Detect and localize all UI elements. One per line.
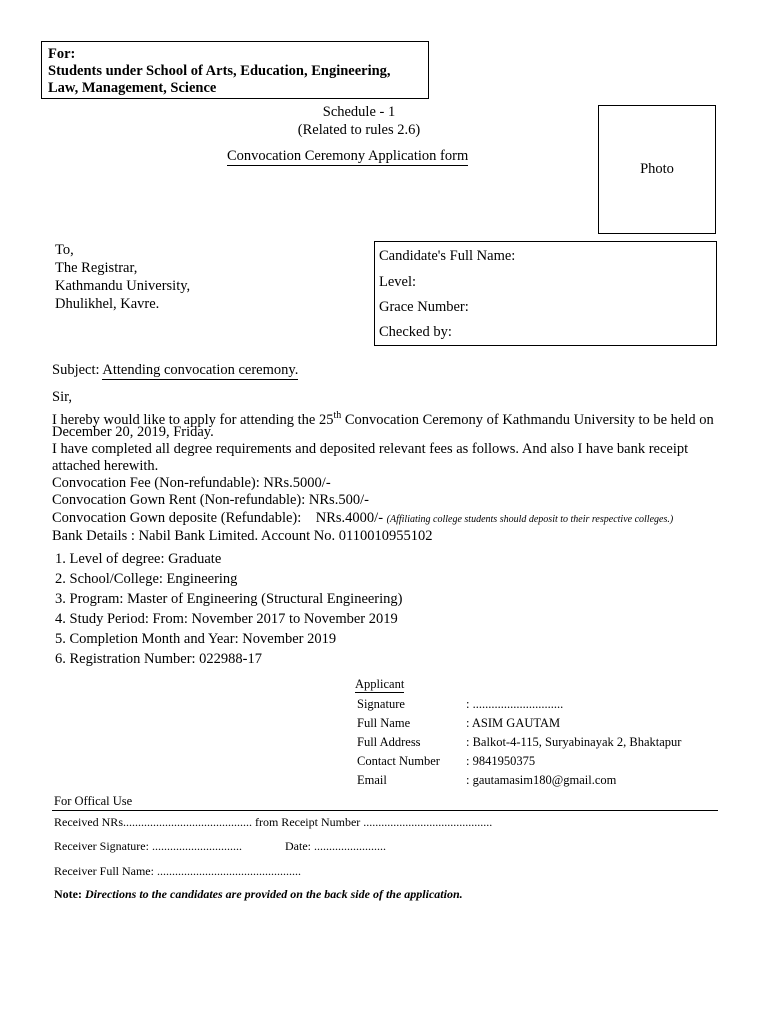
receiver-signature: Receiver Signature: ..............................	[54, 839, 242, 853]
candidate-info-box	[374, 241, 717, 346]
applicant-value: : 9841950375	[466, 754, 536, 768]
note-label: Note:	[54, 887, 82, 901]
applicant-row	[357, 771, 681, 790]
note-text: Directions to the candidates are provided on the back side of the application.	[81, 887, 463, 901]
applicant-row	[357, 714, 681, 733]
applicant-label: Full Address	[357, 735, 421, 749]
address-registrar: The Registrar,	[55, 260, 138, 276]
address-to: To,	[55, 242, 74, 258]
applicant-label: Signature	[357, 697, 405, 711]
detail-item: 6. Registration Number: 022988-17	[55, 651, 263, 667]
body-line-3: I have completed all degree requirements and deposited relevant fees as follows. And also I have bank receipt	[52, 441, 689, 457]
schedule-related: (Related to rules 2.6)	[297, 122, 421, 138]
detail-item: 1. Level of degree: Graduate	[55, 551, 222, 567]
receiver-full-name: Receiver Full Name: ................................................	[54, 864, 301, 878]
detail-item: 5. Completion Month and Year: November 2019	[55, 631, 337, 647]
address-university: Kathmandu University,	[55, 278, 191, 294]
applicant-label: Contact Number	[357, 754, 440, 768]
applicant-heading: Applicant	[355, 677, 405, 691]
candidate-level-label: Level:	[379, 274, 417, 290]
fee-line-1: Convocation Fee (Non-refundable): NRs.5000/-	[52, 475, 331, 491]
applicant-row	[357, 752, 681, 771]
audience-line-2: Law, Management, Science	[48, 80, 217, 96]
applicant-row	[357, 733, 681, 752]
subject-label: Subject:	[52, 362, 100, 378]
audience-box	[41, 41, 429, 99]
ordinal-sup: th	[333, 410, 342, 421]
applicant-row	[357, 695, 681, 714]
fee-line-3-text: Convocation Gown deposite (Refundable): NRs.4000/-	[52, 510, 387, 526]
received-line: Received NRs........................................... from Receipt Number ...........................................	[54, 815, 493, 829]
note-line	[54, 887, 463, 902]
candidate-full-name-label: Candidate's Full Name:	[379, 248, 516, 264]
body-line-4: attached herewith.	[52, 458, 159, 474]
body-line-2: December 20, 2019, Friday.	[52, 424, 214, 440]
form-title: Convocation Ceremony Application form	[227, 148, 469, 164]
office-use-heading: For Offical Use	[54, 794, 133, 808]
photo-label: Photo	[640, 161, 674, 177]
fee-line-2: Convocation Gown Rent (Non-refundable): NRs.500/-	[52, 492, 369, 508]
candidate-grace-label: Grace Number:	[379, 299, 469, 315]
detail-item: 3. Program: Master of Engineering (Structural Engineering)	[55, 591, 403, 607]
subject-line	[52, 362, 298, 379]
applicant-value: : ASIM GAUTAM	[466, 716, 561, 730]
detail-item: 4. Study Period: From: November 2017 to November 2019	[55, 611, 398, 627]
body-line-1-pre: I hereby would like to apply for attending the 25	[52, 411, 334, 428]
applicant-value: : gautamasim180@gmail.com	[466, 773, 617, 787]
fee-note: (Affiliating college students should deposit to their respective colleges.)	[386, 514, 674, 525]
body-line-1-post: Convocation Ceremony of Kathmandu University to be held on	[341, 411, 714, 428]
bank-details: Bank Details : Nabil Bank Limited. Account No. 0110010955102	[52, 528, 433, 544]
salutation: Sir,	[52, 389, 72, 405]
applicant-label: Full Name	[357, 716, 411, 730]
address-location: Dhulikhel, Kavre.	[55, 296, 160, 312]
applicant-label: Email	[357, 773, 387, 787]
for-label: For:	[48, 46, 76, 62]
applicant-value: : Balkot-4-115, Suryabinayak 2, Bhaktapur	[466, 735, 682, 749]
applicant-table	[357, 695, 681, 790]
fee-line-3	[52, 510, 673, 528]
detail-list	[55, 549, 403, 669]
audience-line-1: Students under School of Arts, Education, Engineering,	[48, 63, 391, 79]
detail-item: 2. School/College: Engineering	[55, 571, 238, 587]
schedule-title: Schedule - 1	[322, 104, 396, 120]
receiver-date: Date: ........................	[285, 839, 386, 853]
applicant-value: : .............................	[466, 697, 564, 711]
subject-text: Attending convocation ceremony.	[102, 362, 299, 378]
candidate-checked-label: Checked by:	[379, 324, 452, 340]
office-divider	[52, 810, 718, 811]
photo-box	[598, 105, 716, 234]
